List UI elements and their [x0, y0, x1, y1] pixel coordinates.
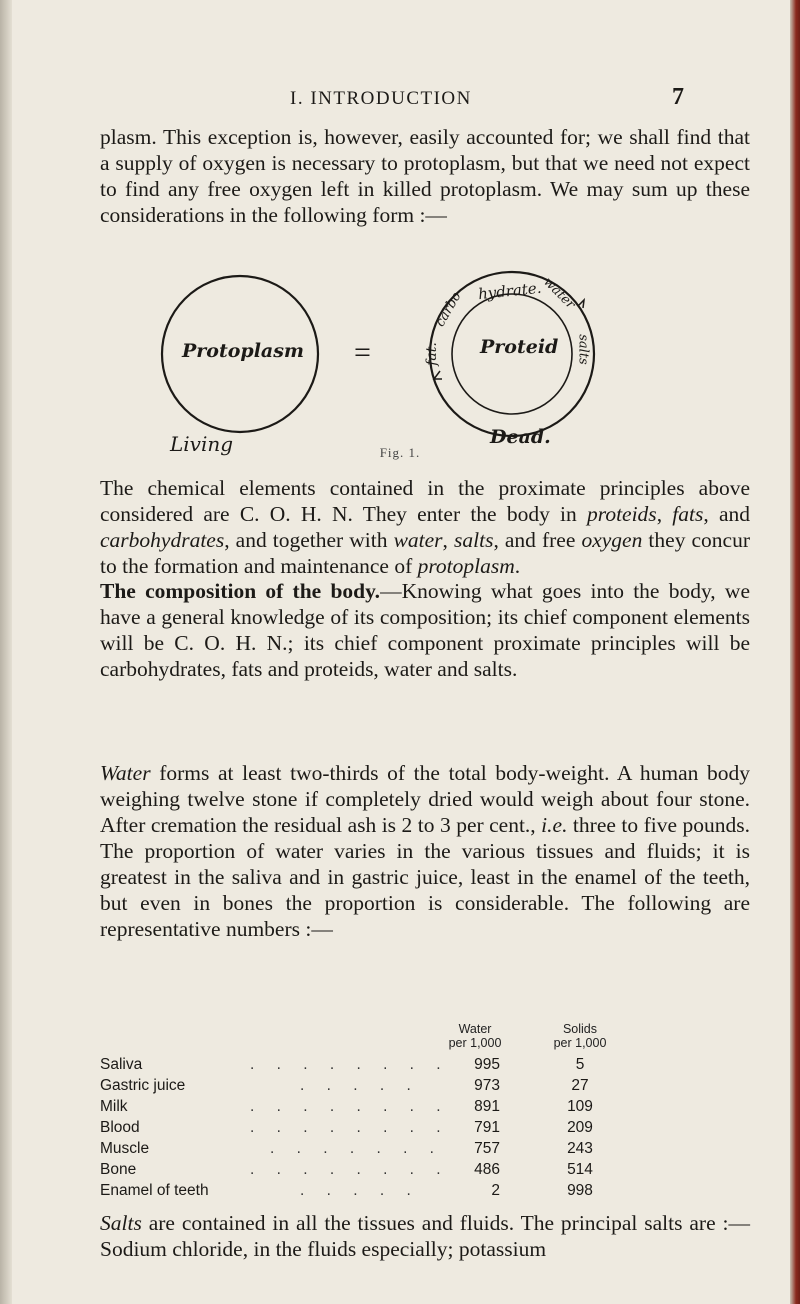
para2-italic-carbohydrates: carbohydrates	[100, 528, 225, 552]
para4-lead-water: Water	[100, 761, 151, 785]
row-leader-dots: . . . . . . . .	[250, 1056, 450, 1073]
paragraph-4	[100, 760, 750, 942]
para5-text: are contained in all the tissues and fluids. The principal salts are :—Sodium chloride, in the fluids especially; potassium	[100, 1211, 750, 1261]
row-label: Gastric juice	[100, 1077, 186, 1094]
ring-label-salts: salts	[575, 334, 591, 365]
page-edge-left	[0, 0, 12, 1304]
col-header-water-line1: Water	[458, 1022, 492, 1036]
para2-sep-6: they concur to the formation and maintenance of	[100, 528, 751, 578]
para2-italic-fats: fats	[672, 502, 704, 526]
ring-label-water: water	[540, 274, 578, 313]
col-header-water	[440, 1022, 510, 1050]
para2-sep-2: , and	[703, 502, 751, 526]
protoplasm-label: Protoplasm	[182, 340, 305, 362]
para4-italic-ie: i.e.	[541, 813, 568, 837]
ring-label-fat: fat.	[423, 342, 440, 366]
para5-lead-salts: Salts	[100, 1211, 142, 1235]
row-water-value: 973	[474, 1077, 500, 1094]
para2-italic-water: water	[393, 528, 443, 552]
para4-text-b: three to five pounds. The proportion of water varies in the various tissues and fluids; it is greatest in the saliva and in gastric juice, least in the enamel of the teeth, but even in bones the proportion is considerable. The following are representative numbers :—	[100, 813, 750, 941]
col-header-solids	[540, 1022, 620, 1050]
table-row	[100, 1056, 760, 1076]
para4-text-a: forms at least two-thirds of the total body-weight. A human body weighing twelve stone if completely dried would weigh about four stone. After cremation the residual ash is 2 to 3 per cent.,	[100, 761, 750, 837]
ring-label-carbo: carbo	[432, 289, 465, 330]
row-water-value: 891	[474, 1098, 500, 1115]
row-water-value: 2	[491, 1182, 500, 1199]
proteid-label: Proteid	[480, 336, 559, 358]
row-solids-value: 514	[567, 1161, 593, 1178]
row-water-value: 791	[474, 1119, 500, 1136]
table-row	[100, 1140, 760, 1160]
row-water-value: 486	[474, 1161, 500, 1178]
col-header-solids-line2: per 1,000	[553, 1036, 607, 1050]
equals-sign: =	[354, 336, 371, 369]
row-leader-dots: . . . . .	[300, 1077, 420, 1094]
living-label: Living	[170, 432, 234, 456]
running-head-title: I. INTRODUCTION	[290, 88, 472, 109]
ring-arrow-left	[434, 371, 442, 379]
col-header-solids-line1: Solids	[562, 1022, 598, 1036]
row-label: Blood	[100, 1119, 140, 1136]
row-leader-dots: . . . . . . . .	[250, 1161, 450, 1178]
row-label: Enamel of teeth	[100, 1182, 209, 1199]
para2-sep-3: , and together with	[224, 528, 394, 552]
row-solids-value: 109	[567, 1098, 593, 1115]
row-leader-dots: . . . . . . . .	[250, 1119, 450, 1136]
para2-sep-1: ,	[656, 502, 673, 526]
dead-label: Dead.	[490, 426, 551, 448]
row-label: Saliva	[100, 1056, 143, 1073]
table-row	[100, 1119, 760, 1139]
figure-1	[140, 266, 660, 466]
running-head	[0, 84, 800, 112]
para2-italic-oxygen: oxygen	[581, 528, 643, 552]
row-label: Bone	[100, 1161, 137, 1178]
para2-sep-5: , and free	[493, 528, 582, 552]
row-water-value: 995	[474, 1056, 500, 1073]
row-solids-value: 27	[571, 1077, 589, 1094]
ring-label-hydrate: hydrate.	[477, 278, 543, 304]
para2-italic-proteids: proteids	[587, 502, 657, 526]
table-row	[100, 1161, 760, 1181]
para2-italic-protoplasm: protoplasm	[417, 554, 515, 578]
para2-text-a: The chemical elements contained in the proximate principles above considered are C. O. H. N. They enter the body in	[100, 476, 750, 526]
row-leader-dots: . . . . . . . .	[250, 1098, 450, 1115]
row-solids-value: 209	[567, 1119, 593, 1136]
row-label: Muscle	[100, 1140, 150, 1157]
para2-sep-4: ,	[442, 528, 454, 552]
row-solids-value: 5	[575, 1056, 585, 1073]
figure-caption: Fig. 1.	[379, 445, 421, 460]
table-row	[100, 1098, 760, 1118]
row-leader-dots: . . . . . . .	[270, 1140, 443, 1157]
para2-italic-salts: salts	[454, 528, 494, 552]
paragraph-2	[100, 475, 750, 579]
paragraph-3	[100, 578, 750, 682]
row-leader-dots: . . . . .	[300, 1182, 420, 1199]
section-heading-composition: The composition of the body.	[100, 579, 381, 603]
table-row	[100, 1077, 760, 1097]
row-label: Milk	[100, 1098, 128, 1115]
para2-sep-7: .	[514, 554, 521, 578]
page-edge-right	[790, 0, 800, 1304]
row-solids-value: 998	[567, 1182, 593, 1199]
col-header-water-line2: per 1,000	[448, 1036, 502, 1050]
row-solids-value: 243	[567, 1140, 593, 1157]
paragraph-5	[100, 1210, 750, 1262]
page-number: 7	[672, 84, 684, 110]
row-water-value: 757	[474, 1140, 500, 1157]
paragraph-1: plasm. This exception is, however, easily accounted for; we shall find that a supply of oxygen is necessary to protoplasm, but that we need not expect to find any free oxygen left in killed protoplasm. We may sum up these considerations in the following form :—	[100, 125, 750, 227]
para3-text: —Knowing what goes into the body, we have a general knowledge of its composition; its chief component elements will be C. O. H. N.; its chief component proximate principles will be carbohydrates, fats and proteids, water and salts.	[100, 579, 750, 681]
table-row	[100, 1182, 760, 1202]
